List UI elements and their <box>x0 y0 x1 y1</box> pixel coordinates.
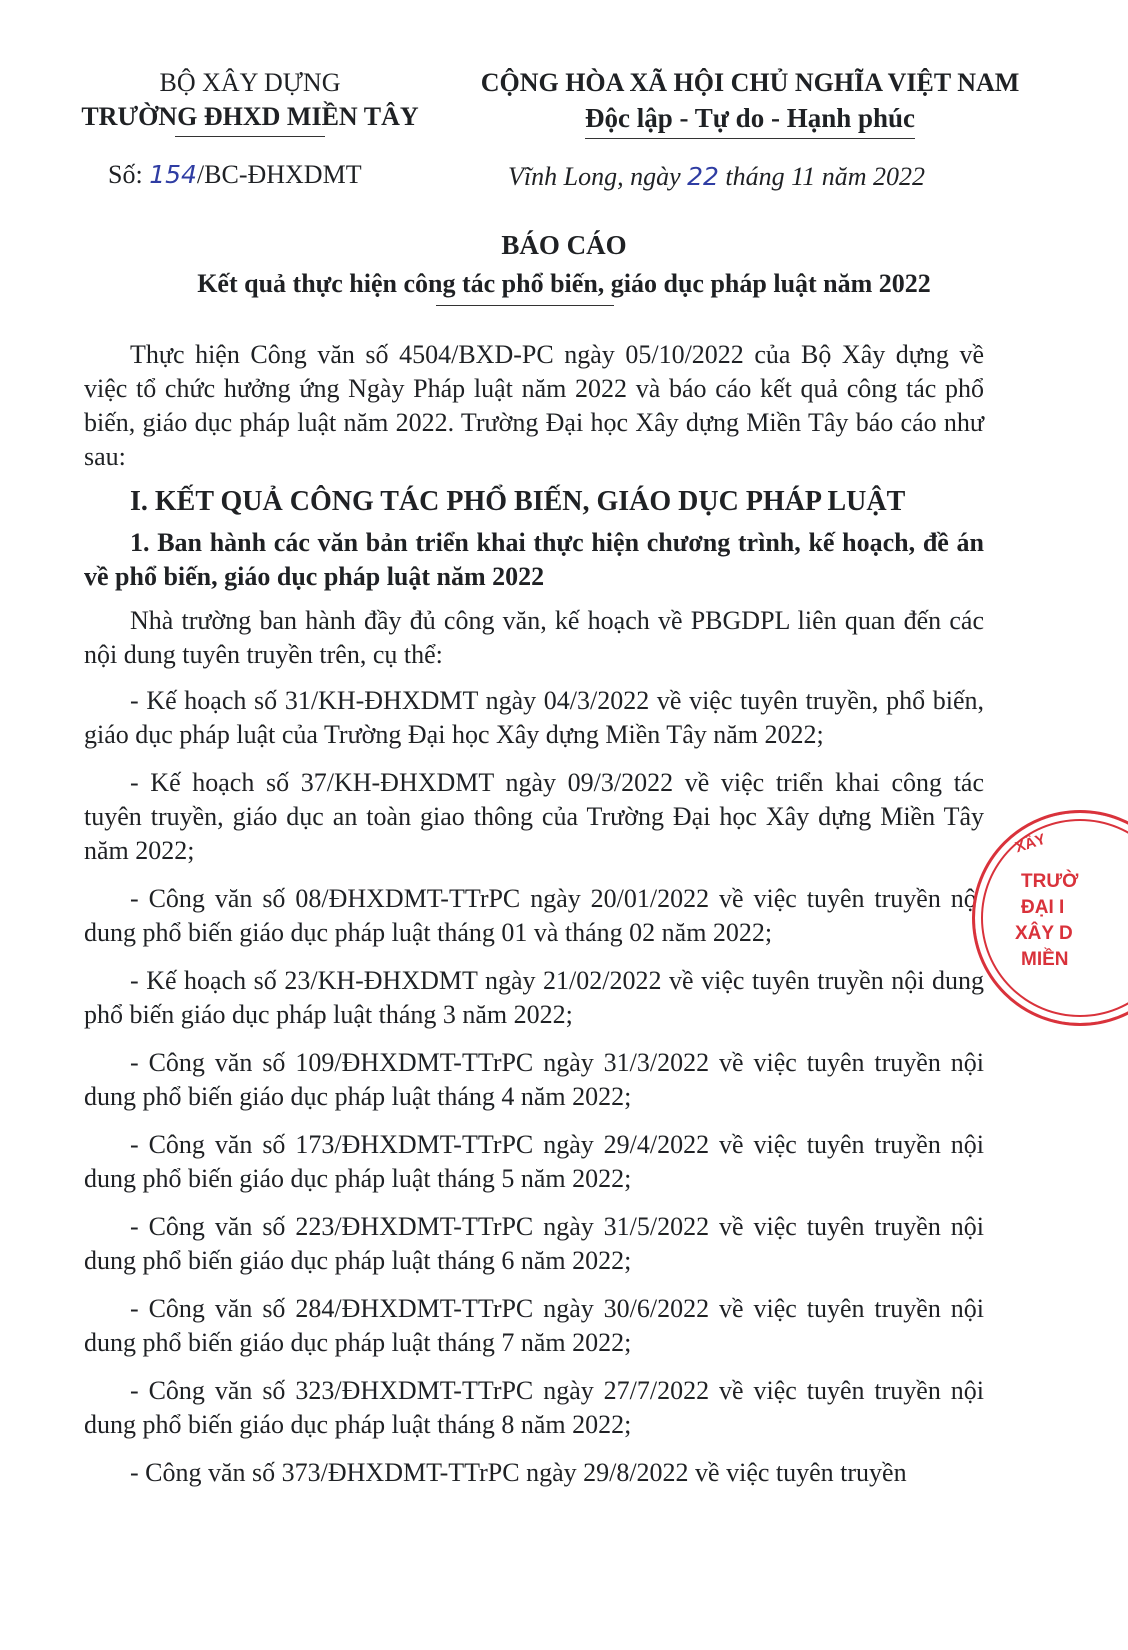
intro-paragraph: Thực hiện Công văn số 4504/BXD-PC ngày 05/10/2022 của Bộ Xây dựng về việc tổ chức hưởng ứng Ngày Pháp luật năm 2022 và báo cáo kết quả công tác phổ biến, giáo dục pháp luật năm 2022. Trường Đại học Xây dựng Miền Tây báo cáo như sau: <box>84 340 984 471</box>
seal-text: ĐẠI I <box>1021 897 1065 918</box>
seal-text: TRƯỜ <box>1021 871 1079 892</box>
list-item: - Công văn số 323/ĐHXDMT-TTrPC ngày 27/7/2022 về việc tuyên truyền nội dung phổ biến giáo dục pháp luật tháng 8 năm 2022; <box>84 1376 984 1439</box>
school-name: TRƯỜNG ĐHXD MIỀN TÂY <box>81 102 419 131</box>
list-item: - Công văn số 284/ĐHXDMT-TTrPC ngày 30/6/2022 về việc tuyên truyền nội dung phổ biến giáo dục pháp luật tháng 7 năm 2022; <box>84 1294 984 1357</box>
list-item: - Công văn số 109/ĐHXDMT-TTrPC ngày 31/3/2022 về việc tuyên truyền nội dung phổ biến giáo dục pháp luật tháng 4 năm 2022; <box>84 1048 984 1111</box>
section-heading-i: I. KẾT QUẢ CÔNG TÁC PHỔ BIẾN, GIÁO DỤC PHÁP LUẬT <box>130 486 906 517</box>
national-motto: Độc lập - Tự do - Hạnh phúc <box>585 100 915 139</box>
seal-text: XÂY <box>1013 830 1048 857</box>
subsection-heading-1: 1. Ban hành các văn bản triển khai thực hiện chương trình, kế hoạch, đề án về phổ biến, giáo dục pháp luật năm 2022 <box>84 528 984 591</box>
nation-name: CỘNG HÒA XÃ HỘI CHỦ NGHĨA VIỆT NAM <box>480 68 1020 97</box>
national-block <box>450 66 1050 139</box>
place-date-suffix: tháng 11 năm 2022 <box>718 162 925 191</box>
issuer-underline <box>175 136 325 137</box>
list-item: - Công văn số 08/ĐHXDMT-TTrPC ngày 20/01/2022 về việc tuyên truyền nội dung phổ biến giáo dục pháp luật tháng 01 và tháng 02 năm 2022; <box>84 884 984 947</box>
title-underline <box>436 305 614 306</box>
issuer-block <box>70 66 430 137</box>
document-number <box>108 158 362 192</box>
official-seal <box>972 810 1128 1026</box>
paragraph: Nhà trường ban hành đầy đủ công văn, kế hoạch về PBGDPL liên quan đến các nội dung tuyên truyền trên, cụ thể: <box>84 606 984 669</box>
place-date-prefix: Vĩnh Long, ngày <box>508 162 688 191</box>
list-item: - Công văn số 223/ĐHXDMT-TTrPC ngày 31/5/2022 về việc tuyên truyền nội dung phổ biến giáo dục pháp luật tháng 6 năm 2022; <box>84 1212 984 1275</box>
list-item: - Công văn số 173/ĐHXDMT-TTrPC ngày 29/4/2022 về việc tuyên truyền nội dung phổ biến giáo dục pháp luật tháng 5 năm 2022; <box>84 1130 984 1193</box>
doc-no-suffix: /BC-ĐHXDMT <box>196 160 362 189</box>
seal-text: MIỀN <box>1021 949 1069 970</box>
list-item: - Kế hoạch số 31/KH-ĐHXDMT ngày 04/3/2022 về việc tuyên truyền, phổ biến, giáo dục pháp luật của Trường Đại học Xây dựng Miền Tây năm 2022; <box>84 686 984 749</box>
document-type: BÁO CÁO <box>501 230 627 260</box>
document-title: Kết quả thực hiện công tác phổ biến, giáo dục pháp luật năm 2022 <box>197 269 931 298</box>
seal-text: XÂY D <box>1015 923 1073 944</box>
list-item: - Kế hoạch số 37/KH-ĐHXDMT ngày 09/3/2022 về việc triển khai công tác tuyên truyền, giáo dục an toàn giao thông của Trường Đại học Xây dựng Miền Tây năm 2022; <box>84 768 984 865</box>
day-handwritten: 22 <box>687 162 719 191</box>
doc-no-handwritten: 154 <box>149 160 197 189</box>
doc-no-prefix: Số: <box>108 160 150 189</box>
document-body <box>84 338 984 1504</box>
list-item: - Kế hoạch số 23/KH-ĐHXDMT ngày 21/02/2022 về việc tuyên truyền nội dung phổ biến giáo dục pháp luật tháng 3 năm 2022; <box>84 966 984 1029</box>
list-item: - Công văn số 373/ĐHXDMT-TTrPC ngày 29/8/2022 về việc tuyên truyền <box>130 1458 907 1487</box>
ministry-name: BỘ XÂY DỰNG <box>159 68 341 97</box>
place-and-date <box>508 160 925 194</box>
